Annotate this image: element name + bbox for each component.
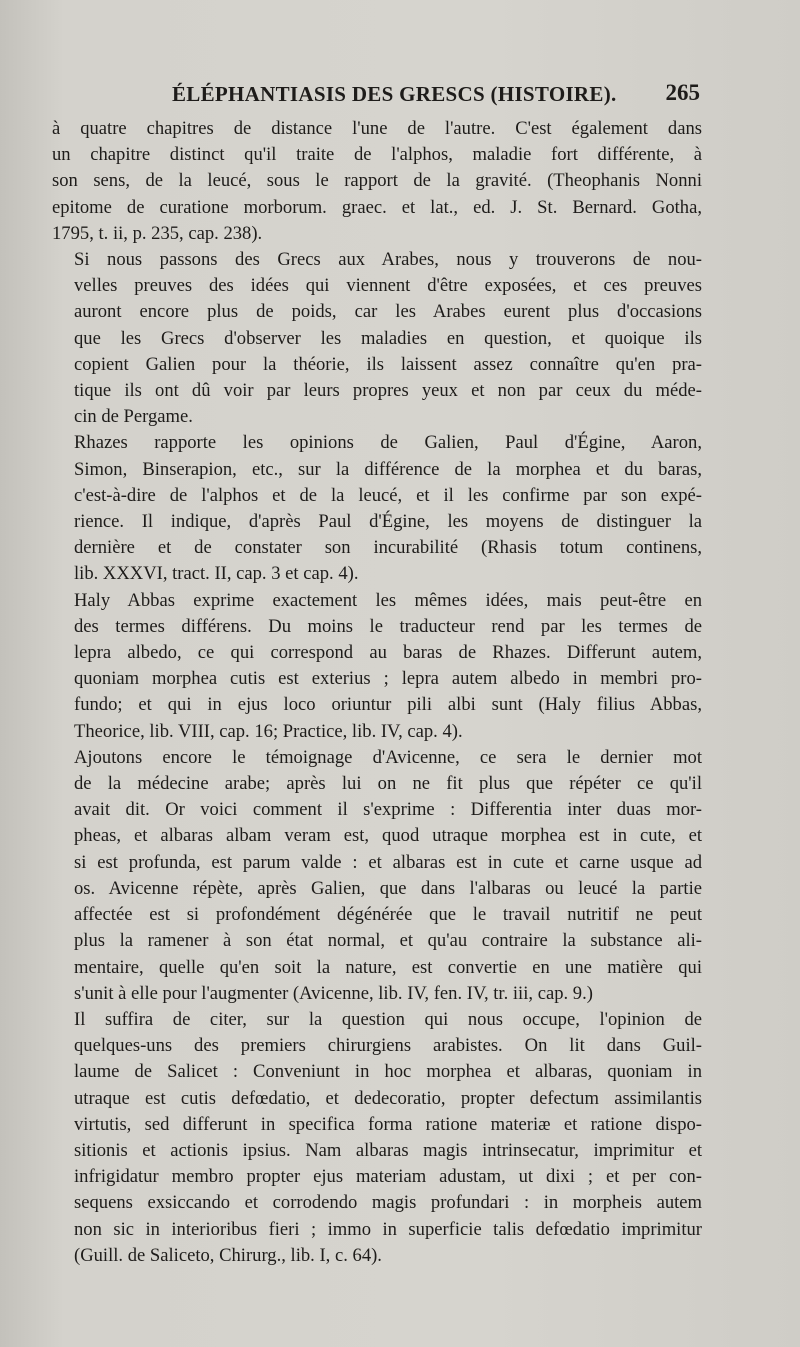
text-line: auront encore plus de poids, car les Arabes eurent plus d'occasions [74,301,702,323]
paragraph [52,1007,702,1269]
text-line: lepra albedo, ce qui correspond au baras de Rhazes. Differunt autem, [74,642,702,664]
paragraph [52,588,702,745]
text-line: son sens, de la leucé, sous le rapport de la gravité. (Theophanis Nonni [52,170,702,192]
text-line: fundo; et qui in ejus loco oriuntur pili albi sunt (Haly filius Abbas, [74,694,702,716]
text-line: tique ils ont dû voir par leurs propres yeux et non par ceux du méde- [74,380,702,402]
text-line: Rhazes rapporte les opinions de Galien, Paul d'Égine, Aaron, [74,432,702,454]
text-line: plus la ramener à son état normal, et qu'au contraire la substance ali- [74,930,702,952]
text-line: Theorice, lib. VIII, cap. 16; Practice, lib. IV, cap. 4). [74,720,463,742]
text-line: 1795, t. ii, p. 235, cap. 238). [52,222,263,244]
text-line: dernière et de constater son incurabilité (Rhasis totum continens, [74,537,702,559]
text-line: quoniam morphea cutis est exterius ; lepra autem albedo in membri pro- [74,668,702,690]
text-line: sequens exsiccando et corrodendo magis profundari : in morpheis autem [74,1192,702,1214]
text-line: cin de Pergame. [74,406,193,428]
text-line: à quatre chapitres de distance l'une de l'autre. C'est également dans [52,118,702,139]
text-line: mentaire, quelle qu'en soit la nature, est convertie en une matière qui [74,956,702,978]
text-line: affectée est si profondément dégénérée que le travail nutritif ne peut [74,904,702,926]
text-line: infrigidatur membro propter ejus materiam adustam, ut dixi ; et per con- [74,1166,702,1188]
paragraph [52,116,702,247]
text-line: sitionis et actionis ipsius. Nam albaras magis intrinsecatur, imprimitur et [74,1139,702,1161]
text-line: lib. XXXVI, tract. II, cap. 3 et cap. 4). [74,563,359,585]
paragraph [52,247,702,430]
text-line: pheas, et albaras albam veram est, quod utraque morphea est in cute, et [74,825,702,847]
text-line: Haly Abbas exprime exactement les mêmes idées, mais peut-être en [74,589,702,611]
text-line: (Guill. de Saliceto, Chirurg., lib. I, c. 64). [74,1244,382,1266]
text-line: si est profunda, est parum valde : et albaras est in cute et carne usque ad [74,851,702,873]
text-line: non sic in interioribus fieri ; immo in superficie talis defœdatio imprimitur [74,1218,702,1240]
page-header [60,82,700,116]
text-line: os. Avicenne répète, après Galien, que dans l'albaras ou leucé la partie [74,877,702,899]
text-line: laume de Salicet : Conveniunt in hoc morphea et albaras, quoniam in [74,1061,702,1083]
text-line: Si nous passons des Grecs aux Arabes, nous y trouverons de nou- [74,249,702,271]
running-title: ÉLÉPHANTIASIS DES GRESCS (HISTOIRE). [172,82,617,106]
text-line: quelques-uns des premiers chirurgiens arabistes. On lit dans Guil- [74,1035,702,1057]
text-line: copient Galien pour la théorie, ils laissent assez connaître qu'en pra- [74,353,702,375]
text-line: Ajoutons encore le témoignage d'Avicenne, ce sera le dernier mot [74,746,702,768]
text-line: velles preuves des idées qui viennent d'être exposées, et ces preuves [74,275,702,297]
text-line: Simon, Binserapion, etc., sur la différence de la morphea et du baras, [74,458,702,480]
text-line: epitome de curatione morborum. graec. et lat., ed. J. St. Bernard. Gotha, [52,196,702,218]
text-line: des termes différens. Du moins le traducteur rend par les termes de [74,615,702,637]
text-line: un chapitre distinct qu'il traite de l'alphos, maladie fort différente, à [52,144,702,166]
text-line: avait dit. Or voici comment il s'exprime : Differentia inter duas mor- [74,799,702,821]
page-number: 265 [665,80,700,105]
paragraph [52,430,702,587]
text-line: Il suffira de citer, sur la question qui nous occupe, l'opinion de [74,1008,702,1030]
text-line: utraque est cutis defœdatio, et dedecoratio, propter defectum assimilantis [74,1087,702,1109]
body-text [52,116,702,1269]
text-line: rience. Il indique, d'après Paul d'Égine, les moyens de distinguer la [74,511,702,533]
text-line: de la médecine arabe; après lui on ne fit plus que répéter ce qu'il [74,773,702,795]
text-line: s'unit à elle pour l'augmenter (Avicenne, lib. IV, fen. IV, tr. iii, cap. 9.) [74,982,593,1004]
text-line: c'est-à-dire de l'alphos et de la leucé, et il les confirme par son expé- [74,484,702,506]
paragraph [52,745,702,1007]
text-line: virtutis, sed differunt in specifica forma ratione materiæ et ratione dispo- [74,1113,702,1135]
text-line: que les Grecs d'observer les maladies en question, et quoique ils [74,327,702,349]
